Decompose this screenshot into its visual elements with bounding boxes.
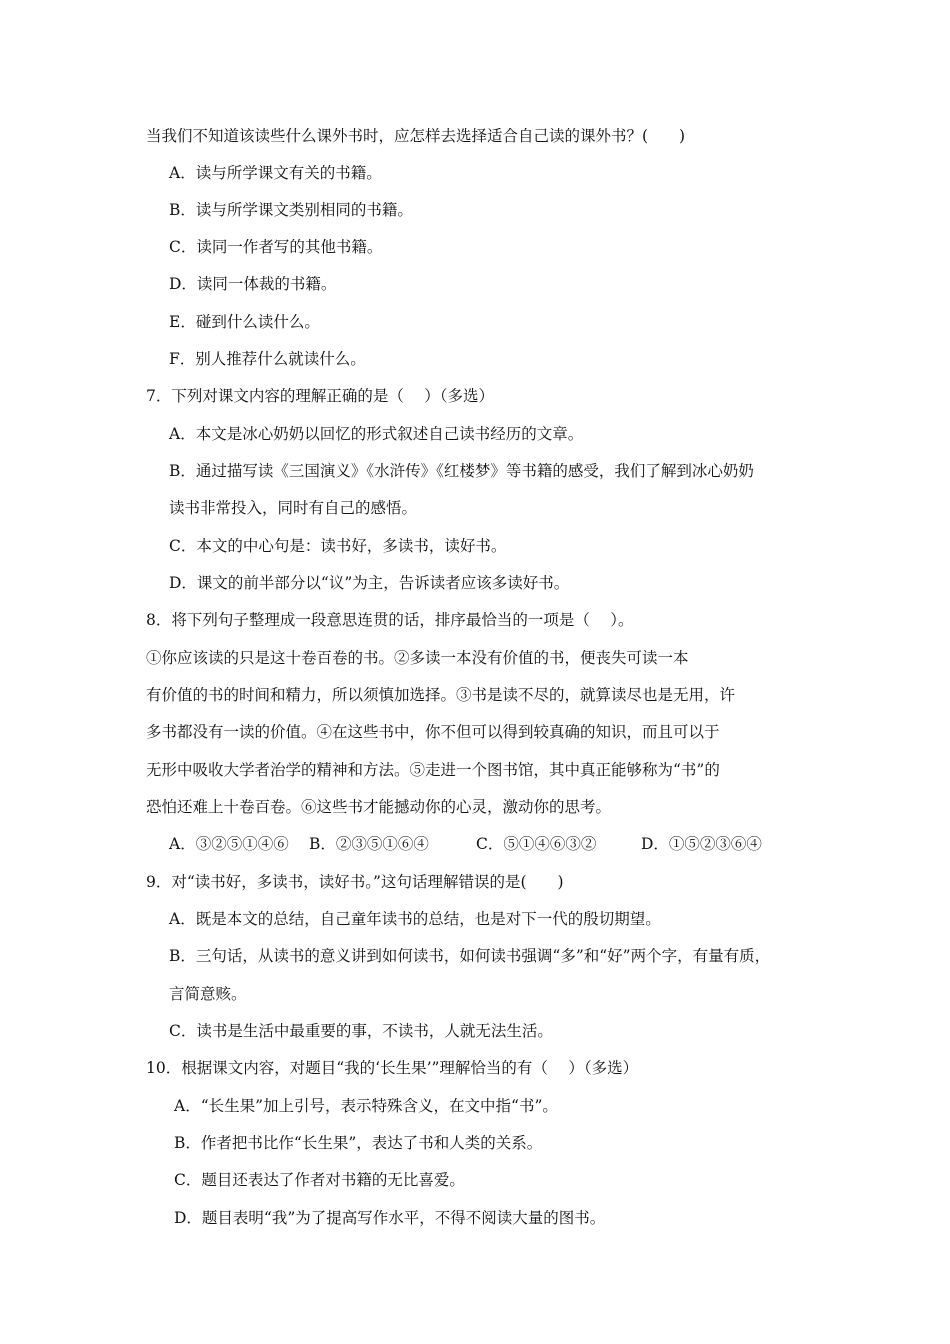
q6-option-b: B．读与所学课文类别相同的书籍。 (169, 201, 413, 219)
q8-option-c: C．⑤①④⑥③② (476, 835, 597, 853)
q9-stem: 9．对“读书好，多读书，读好书。”这句话理解错误的是( ) (146, 873, 564, 891)
q10-option-b: B．作者把书比作“长生果”，表达了书和人类的关系。 (174, 1134, 543, 1152)
q9-option-c: C．读书是生活中最重要的事，不读书，人就无法生活。 (169, 1022, 553, 1040)
q9-option-b-cont: 言简意赅。 (169, 985, 247, 1003)
q8-option-b: B．②③⑤①⑥④ (309, 835, 429, 853)
q8-stem: 8．将下列句子整理成一段意思连贯的话，排序最恰当的一项是（ ）。 (146, 611, 634, 629)
q8-passage-line: 无形中吸收大学者治学的精神和方法。⑤走进一个图书馆，其中真正能够称为“书”的 (146, 761, 720, 779)
q10-option-d: D．题目表明“我”为了提高写作水平，不得不阅读大量的图书。 (174, 1209, 606, 1227)
q8-passage-line: ①你应该读的只是这十卷百卷的书。②多读一本没有价值的书，便丧失可读一本 (146, 649, 689, 667)
q7-option-b-cont: 读书非常投入，同时有自己的感悟。 (169, 499, 418, 517)
q7-option-c: C．本文的中心句是：读书好，多读书，读好书。 (169, 537, 507, 555)
q6-option-c: C．读同一作者写的其他书籍。 (169, 238, 383, 256)
q8-passage-line: 恐怕还难上十卷百卷。⑥这些书才能撼动你的心灵，激动你的思考。 (146, 798, 612, 816)
q7-option-a: A．本文是冰心奶奶以回忆的形式叙述自己读书经历的文章。 (169, 425, 584, 443)
q6-stem: 当我们不知道该读些什么课外书时，应怎样去选择适合自己读的课外书？( ) (146, 127, 686, 145)
q9-option-b: B．三句话，从读书的意义讲到如何读书，如何读书强调“多”和“好”两个字，有量有质， (169, 947, 771, 965)
q10-option-a: A．“长生果”加上引号，表示特殊含义，在文中指“书”。 (174, 1097, 558, 1115)
q7-stem: 7．下列对课文内容的理解正确的是（ ）（多选） (146, 387, 495, 405)
q8-passage-line: 有价值的书的时间和精力，所以须慎加选择。③书是读不尽的，就算读尽也是无用，许 (146, 686, 736, 704)
q6-option-d: D．读同一体裁的书籍。 (169, 275, 337, 293)
q8-option-a: A．③②⑤①④⑥ (169, 835, 289, 853)
q7-option-b: B．通过描写读《三国演义》《水浒传》《红楼梦》等书籍的感受，我们了解到冰心奶奶 (169, 462, 754, 480)
q9-option-a: A．既是本文的总结，自己童年读书的总结，也是对下一代的殷切期望。 (169, 910, 661, 928)
q7-option-d: D．课文的前半部分以“议”为主，告诉读者应该多读好书。 (169, 574, 570, 592)
q8-option-d: D．①⑤②③⑥④ (641, 835, 762, 853)
q6-option-f: F．别人推荐什么就读什么。 (169, 350, 366, 368)
q10-stem: 10．根据课文内容，对题目“我的‘长生果’”理解恰当的有（ ）（多选） (146, 1059, 639, 1077)
q6-option-a: A．读与所学课文有关的书籍。 (169, 164, 382, 182)
q8-passage-line: 多书都没有一读的价值。④在这些书中，你不但可以得到较真确的知识，而且可以于 (146, 723, 720, 741)
q6-option-e: E．碰到什么读什么。 (169, 313, 320, 331)
q10-option-c: C．题目还表达了作者对书籍的无比喜爱。 (174, 1171, 465, 1189)
